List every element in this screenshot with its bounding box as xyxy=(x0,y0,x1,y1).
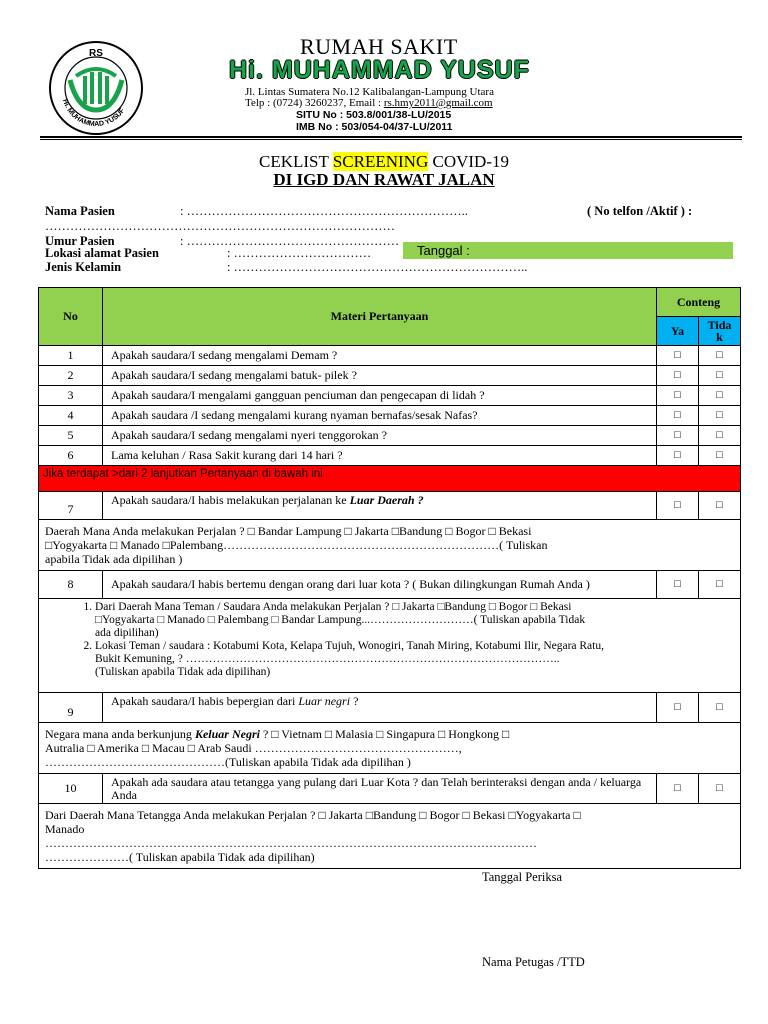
table-row xyxy=(39,406,741,426)
q9-detail-line[interactable]: ………………………………………(Tuliskan apabila Tidak ada dipilihan ) xyxy=(45,755,411,769)
q7-detail-line: apabila Tidak ada dipilihan ) xyxy=(45,552,183,566)
tanggal-periksa-label: Tanggal Periksa xyxy=(482,870,563,884)
nama-petugas-label: Nama Petugas /TTD xyxy=(482,955,585,969)
question-text: Apakah saudara/I habis bertemu dengan orang dari luar kota ? ( Bukan dilingkungan Rumah Anda ) xyxy=(103,571,657,599)
question-number: 6 xyxy=(39,446,103,466)
table-row xyxy=(39,426,741,446)
screening-table xyxy=(38,287,741,869)
checkbox-tidak[interactable]: □ xyxy=(699,446,741,466)
hospital-contact xyxy=(245,97,493,109)
logo-ring-text: Hi. MUHAMMAD YUSUF xyxy=(60,98,127,129)
jenis-kelamin-label: Jenis Kelamin xyxy=(45,260,122,274)
checkbox-tidak[interactable]: □ xyxy=(699,366,741,386)
question-text: Lama keluhan / Rasa Sakit kurang dari 14 hari ? xyxy=(103,446,657,466)
question-text: Apakah saudara/I mengalami gangguan penciuman dan pengecapan di lidah ? xyxy=(103,386,657,406)
checkbox-ya[interactable]: □ xyxy=(657,386,699,406)
question-text: Apakah saudara/I sedang mengalami batuk- pilek ? xyxy=(103,366,657,386)
col-header-tidak: Tida k xyxy=(699,317,741,346)
nama-pasien-field[interactable]: : ………………………………………………………….. xyxy=(180,204,468,218)
title-highlight: SCREENING xyxy=(332,152,429,171)
hospital-type: RUMAH SAKIT xyxy=(300,34,458,59)
q7-detail-line[interactable]: □Yogyakarta □ Manado □Palembang……………………………………………………………( Tuliskan xyxy=(45,538,548,552)
header-divider xyxy=(40,136,742,138)
question-text: Apakah saudara/I habis bepergian dari Luar negri ? xyxy=(103,693,657,723)
q8-detail-item[interactable]: 2. Lokasi Teman / saudara : Kotabumi Kota, Kelapa Tujuh, Wonogiri, Tanah Miring, Kotabumi Ilir, Negara Ratu, Bukit Kemuning, ? …………………………………………………………………………………….. (Tuliskan apabila Tidak ada dipilihan) xyxy=(95,640,736,679)
col-header-ya: Ya xyxy=(657,317,699,346)
checkbox-tidak[interactable]: □ xyxy=(699,346,741,366)
question-number: 1 xyxy=(39,346,103,366)
table-row xyxy=(39,446,741,466)
checkbox-tidak[interactable]: □ xyxy=(699,774,741,804)
hospital-name: Hi. MUHAMMAD YUSUF xyxy=(229,56,530,84)
checkbox-ya[interactable]: □ xyxy=(657,366,699,386)
table-row xyxy=(39,492,741,520)
header-divider-thin xyxy=(40,139,742,140)
phone-text: Telp : (0724) 3260237, Email : xyxy=(245,97,384,109)
umur-pasien-field[interactable]: : …………………………………………… xyxy=(180,234,400,248)
col-header-materi: Materi Pertanyaan xyxy=(103,288,657,346)
hospital-logo xyxy=(48,40,144,136)
question-number: 10 xyxy=(39,774,103,804)
checkbox-ya[interactable]: □ xyxy=(657,693,699,723)
hospital-address: Jl. Lintas Sumatera No.12 Kalibalangan-Lampung Utara xyxy=(245,86,494,98)
checkbox-tidak[interactable]: □ xyxy=(699,386,741,406)
q10-detail-line[interactable]: …………………………………………………………………………………………………………… xyxy=(45,836,537,850)
table-row xyxy=(39,346,741,366)
checkbox-tidak[interactable]: □ xyxy=(699,406,741,426)
question-number: 9 xyxy=(39,693,103,723)
question-number: 2 xyxy=(39,366,103,386)
question-text: Apakah saudara/I habis melakukan perjalanan ke Luar Daerah ? xyxy=(103,492,657,520)
q8-detail xyxy=(39,599,741,693)
notice-banner: Jika terdapat >dari 2 lanjutkan Pertanyaan di bawah ini xyxy=(39,466,741,492)
question-number: 8 xyxy=(39,571,103,599)
q7-detail xyxy=(39,520,741,571)
checkbox-tidak[interactable]: □ xyxy=(699,693,741,723)
nama-pasien-label: Nama Pasien xyxy=(45,204,115,218)
checkbox-ya[interactable]: □ xyxy=(657,346,699,366)
table-row xyxy=(39,386,741,406)
q10-detail-line[interactable]: Manado xyxy=(45,822,85,836)
checkbox-ya[interactable]: □ xyxy=(657,446,699,466)
question-number: 4 xyxy=(39,406,103,426)
situ-number: SITU No : 503.8/001/38-LU/2015 xyxy=(296,109,452,121)
lokasi-alamat-field[interactable]: : …………………………… xyxy=(227,246,372,260)
checkbox-ya[interactable]: □ xyxy=(657,406,699,426)
jenis-kelamin-field[interactable]: : …………………………………………………………….. xyxy=(227,260,528,274)
col-header-conteng: Conteng xyxy=(657,288,741,317)
table-row xyxy=(39,366,741,386)
nama-pasien-continuation[interactable]: ………………………………………………………………………… xyxy=(45,219,395,233)
q9-detail xyxy=(39,723,741,774)
q8-detail-item[interactable]: 1. Dari Daerah Mana Teman / Saudara Anda melakukan Perjalan ? □ Jakarta □Bandung □ Bogor □ Bekasi □Yogyakarta □ Manado □ Palembang □ Bandar Lampung...………………………( Tuliskan apabila Tidak ada dipilihan) xyxy=(95,601,736,640)
q10-detail-line[interactable]: Dari Daerah Mana Tetangga Anda melakukan Perjalan ? □ Jakarta □Bandung □ Bogor □ Bekasi □Yogyakarta □ xyxy=(45,808,581,822)
table-row xyxy=(39,774,741,804)
question-text: Apakah ada saudara atau tetangga yang pulang dari Luar Kota ? dan Telah berinteraksi dengan anda / keluarga Anda xyxy=(103,774,657,804)
question-number: 5 xyxy=(39,426,103,446)
question-number: 7 xyxy=(39,492,103,520)
q7-detail-line[interactable]: Daerah Mana Anda melakukan Perjalan ? □ Bandar Lampung □ Jakarta □Bandung □ Bogor □ Bekasi xyxy=(45,524,532,538)
imb-number: IMB No : 503/054-04/37-LU/2011 xyxy=(296,121,453,133)
tanggal-field[interactable]: Tanggal : xyxy=(403,242,733,259)
q9-detail-line[interactable]: Negara mana anda berkunjung Keluar Negri ? □ Vietnam □ Malasia □ Singapura □ Hongkong □ xyxy=(45,727,510,741)
question-text: Apakah saudara/I sedang mengalami nyeri tenggorokan ? xyxy=(103,426,657,446)
checkbox-ya[interactable]: □ xyxy=(657,492,699,520)
umur-pasien-label: Umur Pasien xyxy=(45,234,115,248)
form-subtitle: DI IGD DAN RAWAT JALAN xyxy=(273,170,495,189)
checkbox-tidak[interactable]: □ xyxy=(699,571,741,599)
lokasi-alamat-label: Lokasi alamat Pasien xyxy=(45,246,159,260)
checkbox-ya[interactable]: □ xyxy=(657,426,699,446)
table-row xyxy=(39,571,741,599)
col-header-no: No xyxy=(39,288,103,346)
checkbox-tidak[interactable]: □ xyxy=(699,492,741,520)
form-title: CEKLIST SCREENING COVID-19 xyxy=(259,152,509,171)
table-row xyxy=(39,693,741,723)
q10-detail xyxy=(39,804,741,869)
checkbox-ya[interactable]: □ xyxy=(657,774,699,804)
question-number: 3 xyxy=(39,386,103,406)
q9-detail-line[interactable]: Autralia □ Amerika □ Macau □ Arab Saudi ……………………………………………, xyxy=(45,741,462,755)
question-text: Apakah saudara /I sedang mengalami kurang nyaman bernafas/sesak Nafas? xyxy=(103,406,657,426)
email-link[interactable]: rs.hmy2011@gmail.com xyxy=(383,97,493,109)
checkbox-tidak[interactable]: □ xyxy=(699,426,741,446)
question-text: Apakah saudara/I sedang mengalami Demam ? xyxy=(103,346,657,366)
logo-rs-text: RS xyxy=(89,48,103,59)
telfon-label: ( No telfon /Aktif ) : xyxy=(587,204,693,218)
q10-detail-line[interactable]: …………………( Tuliskan apabila Tidak ada dipilihan) xyxy=(45,850,315,864)
checkbox-ya[interactable]: □ xyxy=(657,571,699,599)
